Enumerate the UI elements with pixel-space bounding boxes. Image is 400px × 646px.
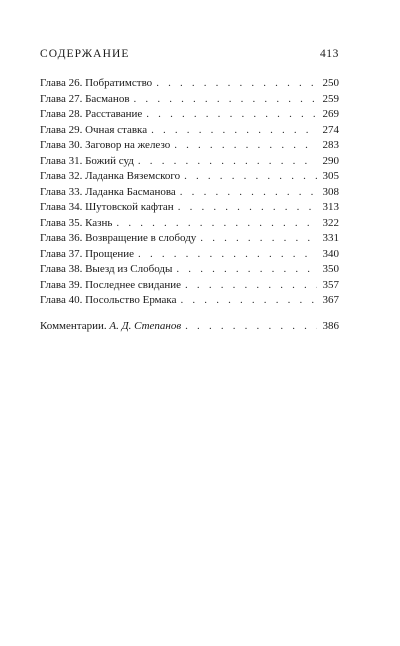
dot-leader (151, 123, 317, 139)
toc-entry-page: 386 (322, 319, 339, 332)
toc-entry-title: Глава 32. Ладанка Вяземского (40, 170, 181, 182)
toc-entry-page: 259 (322, 92, 339, 105)
table-of-contents (40, 76, 339, 334)
toc-entry-title: Глава 29. Очная ставка (40, 123, 148, 136)
toc-entry-page: 290 (322, 154, 339, 167)
toc-entry-chapter-26[interactable] (40, 76, 339, 92)
running-head (40, 48, 339, 64)
toc-entry-page: 331 (322, 232, 339, 244)
toc-entry-title: Глава 31. Божий суд (40, 154, 134, 167)
toc-entry-title: Глава 27. Басманов (40, 92, 130, 105)
toc-entry-title (40, 319, 185, 335)
dot-leader (174, 138, 317, 154)
toc-entry-chapter-38[interactable] (40, 262, 339, 278)
toc-entry-page: 283 (322, 139, 339, 151)
toc-entry-chapter-31[interactable] (40, 154, 339, 170)
toc-entry-title: Глава 34. Шутовской кафтан (40, 201, 174, 213)
toc-entry-page: 322 (322, 216, 339, 229)
toc-entry-title: Глава 33. Ладанка Басманова (40, 185, 176, 198)
toc-entry-commentary[interactable] (40, 319, 339, 335)
toc-entry-title: Глава 28. Расставание (40, 108, 143, 120)
dot-leader (146, 107, 317, 123)
commentary-label: Комментарии. (40, 319, 107, 332)
toc-entry-page: 357 (322, 278, 339, 291)
dot-leader (180, 185, 317, 201)
dot-leader (185, 278, 317, 294)
toc-entry-title: Глава 30. Заговор на железо (40, 139, 171, 151)
dot-leader (134, 92, 317, 108)
dot-leader (138, 247, 317, 263)
toc-entry-title: Глава 38. Выезд из Слободы (40, 263, 173, 275)
toc-entry-title: Глава 35. Казнь (40, 216, 113, 229)
section-gap (40, 309, 339, 319)
toc-entry-page: 367 (322, 294, 339, 306)
toc-entry-chapter-27[interactable] (40, 92, 339, 108)
toc-entry-title: Глава 39. Последнее свидание (40, 278, 182, 291)
toc-entry-page: 274 (322, 123, 339, 136)
dot-leader (138, 154, 317, 170)
toc-entry-page: 250 (322, 77, 339, 89)
dot-leader (178, 200, 317, 216)
dot-leader (156, 76, 317, 92)
dot-leader (184, 169, 317, 185)
toc-entry-page: 350 (322, 263, 339, 275)
toc-entry-chapter-33[interactable] (40, 185, 339, 201)
dot-leader (116, 216, 317, 232)
toc-entry-page: 313 (322, 201, 339, 213)
toc-entry-title: Глава 37. Прощение (40, 247, 135, 260)
toc-entry-chapter-40[interactable] (40, 293, 339, 309)
toc-entry-chapter-28[interactable] (40, 107, 339, 123)
dot-leader (176, 262, 317, 278)
toc-entry-page: 340 (322, 247, 339, 260)
toc-entry-title: Глава 40. Посольство Ермака (40, 294, 177, 306)
toc-entry-title: Глава 36. Возвращение в слободу (40, 232, 197, 244)
toc-entry-page: 305 (322, 170, 339, 182)
toc-entry-chapter-37[interactable] (40, 247, 339, 263)
toc-entry-chapter-39[interactable] (40, 278, 339, 294)
toc-entry-chapter-35[interactable] (40, 216, 339, 232)
toc-entry-chapter-36[interactable] (40, 231, 339, 247)
commentary-author: А. Д. Степанов (109, 319, 182, 332)
dot-leader (181, 293, 318, 309)
dot-leader (185, 319, 317, 335)
toc-entry-page: 269 (322, 108, 339, 120)
running-head-title: СОДЕРЖАНИЕ (40, 48, 130, 60)
toc-entry-chapter-32[interactable] (40, 169, 339, 185)
toc-entry-chapter-30[interactable] (40, 138, 339, 154)
page-number: 413 (319, 48, 339, 60)
toc-entry-page: 308 (322, 185, 339, 198)
dot-leader (200, 231, 317, 247)
toc-entry-title: Глава 26. Побратимство (40, 77, 153, 89)
toc-entry-chapter-34[interactable] (40, 200, 339, 216)
toc-entry-chapter-29[interactable] (40, 123, 339, 139)
